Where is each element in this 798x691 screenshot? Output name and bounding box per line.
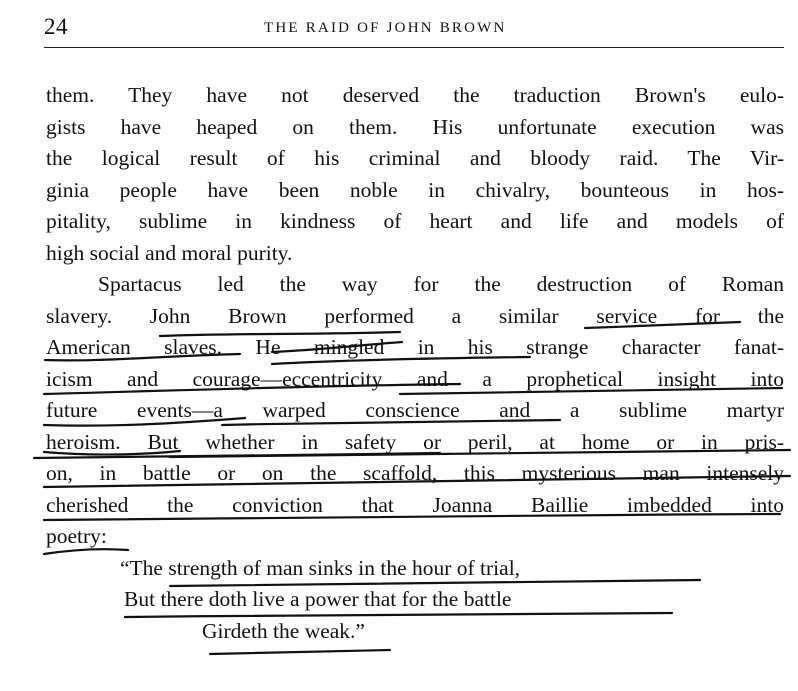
text-line: high social and moral purity.: [46, 240, 293, 265]
text-line: cherished the conviction that Joanna Baillie imbedded into: [46, 492, 784, 517]
text-line: on, in battle or on the scaffold, this mysterious man intensely: [46, 461, 784, 485]
text-line: slavery. John Brown performed a similar service for the: [46, 303, 784, 328]
quote-line: Girdeth the weak.”: [202, 618, 365, 643]
text-line: the logical result of his criminal and bloody raid. The Vir-: [46, 146, 784, 170]
text-line: icism and courage—eccentricity and a prophetical insight into: [46, 366, 784, 391]
running-title: THE RAID OF JOHN BROWN: [264, 20, 507, 36]
page-header: [44, 12, 784, 42]
text-line: heroism. But whether in safety or peril, at home or in pris-: [46, 429, 784, 454]
quote-line: But there doth live a power that for the battle: [124, 587, 512, 611]
text-line: them. They have not deserved the traduction Brown's eulo-: [46, 83, 784, 107]
paragraph-first-line: Spartacus led the way for the destruction of Roman: [98, 272, 784, 296]
page-body: [46, 80, 784, 647]
text-line: gists have heaped on them. His unfortunate execution was: [46, 114, 784, 139]
text-line: American slaves. He mingled in his strange character fanat-: [46, 335, 784, 359]
text-line: poetry:: [46, 524, 107, 548]
quote-line: “The strength of man sinks in the hour of trial,: [120, 555, 521, 580]
text-line: future events—a warped conscience and a sublime martyr: [46, 398, 784, 422]
header-rule: [44, 47, 784, 48]
page-number: 24: [44, 14, 68, 39]
text-line: pitality, sublime in kindness of heart and life and models of: [46, 209, 784, 233]
text-line: ginia people have been noble in chivalry, bounteous in hos-: [46, 177, 784, 202]
underline-mark: [210, 650, 390, 654]
